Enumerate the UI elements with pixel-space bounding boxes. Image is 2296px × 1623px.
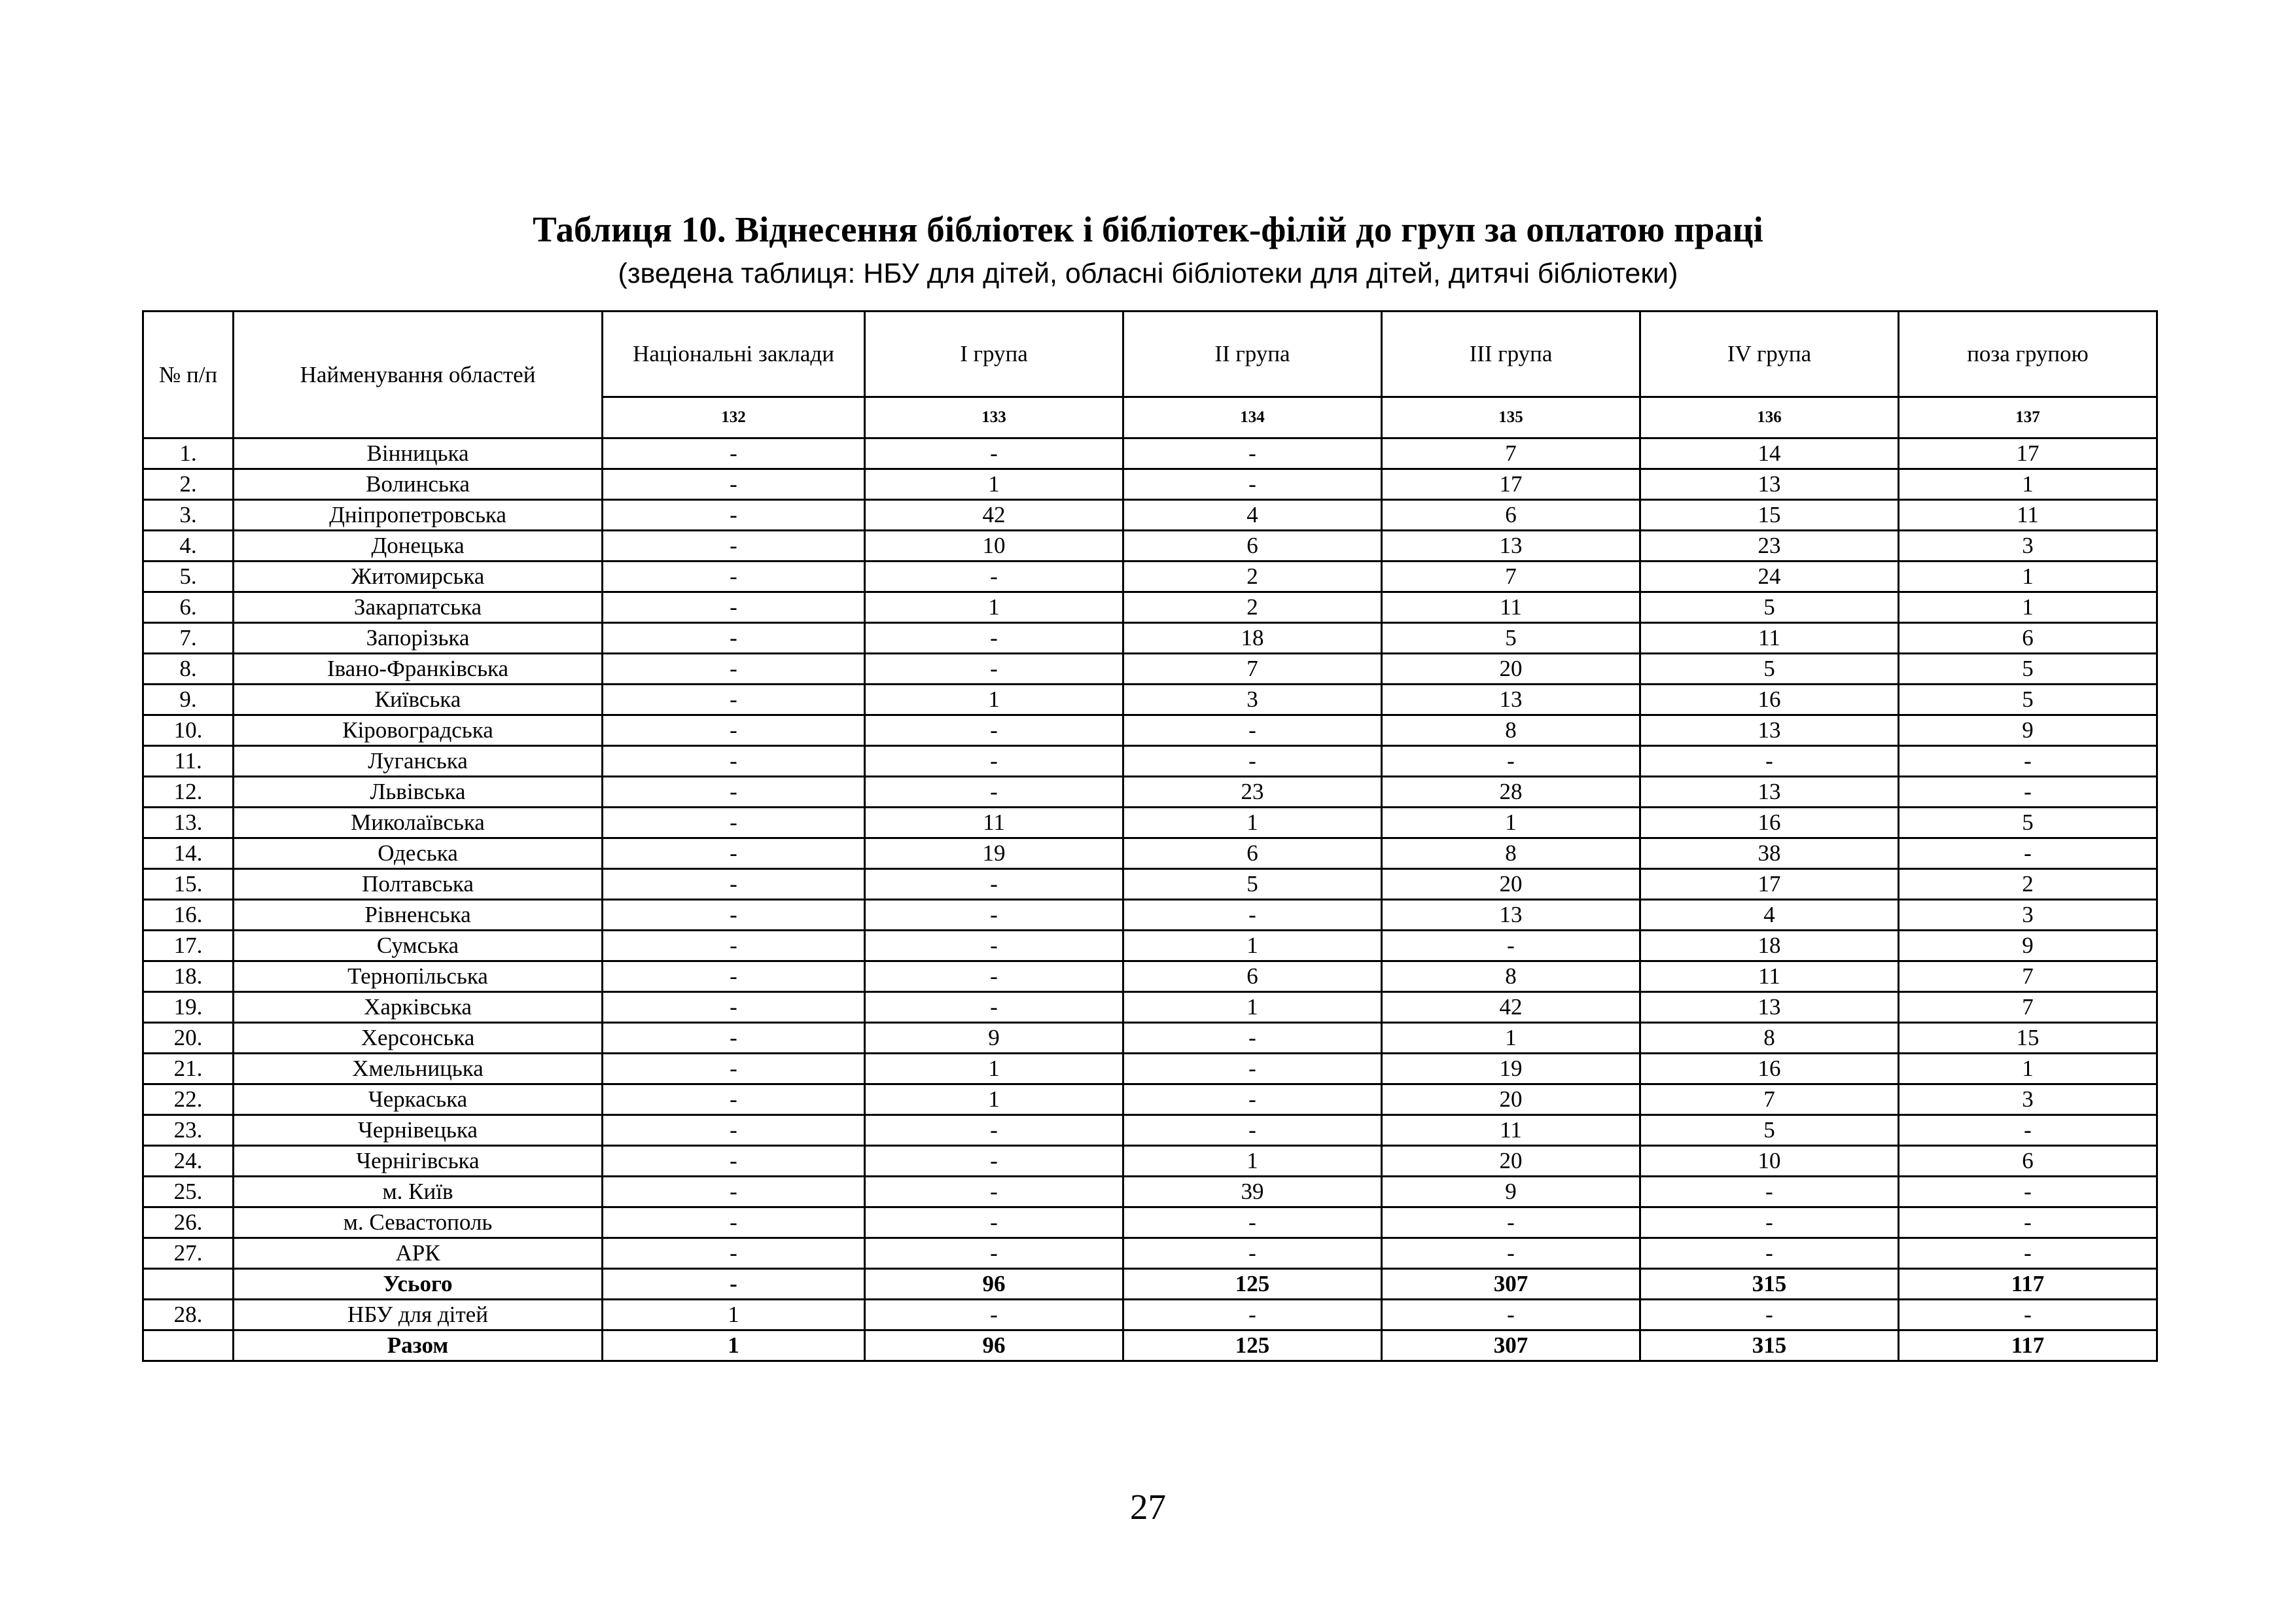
cell-value: 1 [603,1330,865,1361]
cell-value: - [1123,746,1382,777]
cell-value: 1 [865,685,1123,715]
cell-value: - [603,931,865,961]
cell-value: - [603,1269,865,1300]
table-row [143,1177,2157,1207]
region-name: Миколаївська [234,808,603,838]
row-number: 15. [143,869,234,900]
cell-value: 13 [1640,777,1899,808]
cell-value: - [603,592,865,623]
region-name: Полтавська [234,869,603,900]
region-name: Харківська [234,992,603,1023]
region-name: Херсонська [234,1023,603,1054]
cell-value: - [865,931,1123,961]
cell-value: 315 [1640,1330,1899,1361]
region-name: м. Севастополь [234,1207,603,1238]
cell-value: - [1899,838,2157,869]
cell-value: - [603,1238,865,1269]
cell-value: - [603,838,865,869]
region-name: Одеська [234,838,603,869]
table-row [143,869,2157,900]
cell-value: - [1123,1084,1382,1115]
row-number: 27. [143,1238,234,1269]
cell-value: - [1123,900,1382,931]
cell-value: - [603,715,865,746]
cell-value: 13 [1382,685,1640,715]
cell-value: - [603,1084,865,1115]
cell-value: 20 [1382,869,1640,900]
cell-value: 96 [865,1269,1123,1300]
col-code: 135 [1382,397,1640,438]
cell-value: - [865,1300,1123,1330]
region-name: Луганська [234,746,603,777]
cell-value: 307 [1382,1330,1640,1361]
cell-value: 13 [1382,531,1640,562]
page-title: Таблиця 10. Віднесення бібліотек і бібліотек-філій до груп за оплатою праці [533,209,1763,249]
table-row [143,1300,2157,1330]
table-row [143,808,2157,838]
cell-value: - [1123,1054,1382,1084]
cell-value: - [1123,469,1382,500]
col-code: 133 [865,397,1123,438]
col-code: 134 [1123,397,1382,438]
region-name: Житомирська [234,562,603,592]
region-name: Донецька [234,531,603,562]
region-name: Дніпропетровська [234,500,603,531]
cell-value: - [865,900,1123,931]
cell-value: - [1123,438,1382,469]
cell-value: - [603,685,865,715]
col-code: 132 [603,397,865,438]
cell-value: 2 [1899,869,2157,900]
cell-value: 3 [1899,900,2157,931]
cell-value: 15 [1640,500,1899,531]
cell-value: - [603,900,865,931]
cell-value: 8 [1382,715,1640,746]
cell-value: 9 [1899,715,2157,746]
cell-value: 2 [1123,562,1382,592]
row-number: 6. [143,592,234,623]
cell-value: 9 [1382,1177,1640,1207]
table-row [143,777,2157,808]
row-number: 20. [143,1023,234,1054]
cell-value: 315 [1640,1269,1899,1300]
row-number: 18. [143,961,234,992]
cell-value: 13 [1640,469,1899,500]
cell-value: - [1899,1207,2157,1238]
cell-value: 11 [1640,623,1899,654]
cell-value: 13 [1640,715,1899,746]
row-number: 23. [143,1115,234,1146]
table-row [143,654,2157,685]
cell-value: 3 [1899,531,2157,562]
cell-value: - [1382,746,1640,777]
cell-value: 7 [1640,1084,1899,1115]
data-table [142,310,2158,1362]
cell-value: - [1899,1115,2157,1146]
col-header-outside-group: поза групою [1899,312,2157,397]
cell-value: 2 [1123,592,1382,623]
cell-value: 6 [1123,961,1382,992]
cell-value: 17 [1899,438,2157,469]
cell-value: - [603,500,865,531]
cell-value: 5 [1899,685,2157,715]
cell-value: 16 [1640,685,1899,715]
region-name: Кіровоградська [234,715,603,746]
cell-value: 1 [865,469,1123,500]
cell-value: - [603,1207,865,1238]
cell-value: - [1123,715,1382,746]
table-row [143,438,2157,469]
cell-value: 23 [1640,531,1899,562]
region-name: Вінницька [234,438,603,469]
table-row [143,1207,2157,1238]
cell-value: 117 [1899,1330,2157,1361]
col-header-number: № п/п [143,312,234,438]
region-name: Тернопільська [234,961,603,992]
cell-value: - [603,469,865,500]
cell-value: - [1123,1115,1382,1146]
cell-value: 7 [1382,562,1640,592]
row-number: 9. [143,685,234,715]
cell-value: 125 [1123,1330,1382,1361]
cell-value: 11 [1382,592,1640,623]
row-number: 24. [143,1146,234,1177]
cell-value: 11 [865,808,1123,838]
row-number: 14. [143,838,234,869]
cell-value: 17 [1640,869,1899,900]
cell-value: 96 [865,1330,1123,1361]
table-row [143,838,2157,869]
cell-value: - [1899,1177,2157,1207]
cell-value: 1 [1123,808,1382,838]
cell-value: 10 [1640,1146,1899,1177]
cell-value: 19 [1382,1054,1640,1084]
cell-value: - [603,1023,865,1054]
cell-value: - [603,746,865,777]
cell-value: - [865,746,1123,777]
table-row [143,1054,2157,1084]
cell-value: 24 [1640,562,1899,592]
cell-value: 15 [1899,1023,2157,1054]
cell-value: - [865,1115,1123,1146]
region-name: АРК [234,1238,603,1269]
cell-value: - [865,777,1123,808]
table-row [143,1084,2157,1115]
row-number [143,1269,234,1300]
region-name: Хмельницька [234,1054,603,1084]
col-header-group-1: І група [865,312,1123,397]
col-header-region: Найменування областей [234,312,603,438]
col-code: 136 [1640,397,1899,438]
cell-value: - [865,1238,1123,1269]
table-row [143,1115,2157,1146]
row-number: 2. [143,469,234,500]
cell-value: 8 [1640,1023,1899,1054]
cell-value: 1 [1382,808,1640,838]
region-name: Рівненська [234,900,603,931]
table-row [143,685,2157,715]
cell-value: 307 [1382,1269,1640,1300]
row-number: 25. [143,1177,234,1207]
row-number: 3. [143,500,234,531]
cell-value: 1 [865,592,1123,623]
region-name: Волинська [234,469,603,500]
cell-value: 1 [1123,931,1382,961]
cell-value: 39 [1123,1177,1382,1207]
row-number: 5. [143,562,234,592]
table-row [143,931,2157,961]
row-number: 8. [143,654,234,685]
cell-value: - [1382,931,1640,961]
row-number: 26. [143,1207,234,1238]
cell-value: 5 [1640,654,1899,685]
region-name: Київська [234,685,603,715]
cell-value: 4 [1640,900,1899,931]
cell-value: 1 [1899,562,2157,592]
cell-value: 1 [1899,469,2157,500]
table-row [143,900,2157,931]
cell-value: 13 [1382,900,1640,931]
table-body [143,438,2157,1361]
cell-value: 6 [1123,838,1382,869]
row-number: 13. [143,808,234,838]
table-row [143,592,2157,623]
col-header-national: Національні заклади [603,312,865,397]
row-number: 10. [143,715,234,746]
cell-value: - [865,623,1123,654]
cell-value: 17 [1382,469,1640,500]
table-row [143,562,2157,592]
header-row [143,312,2157,397]
cell-value: - [865,1146,1123,1177]
cell-value: - [1382,1238,1640,1269]
cell-value: - [1899,1300,2157,1330]
row-number: 16. [143,900,234,931]
cell-value: - [865,438,1123,469]
cell-value: - [603,961,865,992]
row-number: 28. [143,1300,234,1330]
table-row [143,531,2157,562]
cell-value: 11 [1899,500,2157,531]
cell-value: - [1123,1207,1382,1238]
cell-value: - [603,531,865,562]
cell-value: 19 [865,838,1123,869]
cell-value: 9 [865,1023,1123,1054]
cell-value: 11 [1640,961,1899,992]
cell-value: 9 [1899,931,2157,961]
region-name: Разом [234,1330,603,1361]
cell-value: 6 [1123,531,1382,562]
cell-value: 5 [1899,654,2157,685]
cell-value: - [1899,777,2157,808]
cell-value: - [865,869,1123,900]
table-row [143,1023,2157,1054]
cell-value: - [865,992,1123,1023]
cell-value: - [865,562,1123,592]
region-name: Черкаська [234,1084,603,1115]
cell-value: 18 [1123,623,1382,654]
cell-value: 5 [1640,592,1899,623]
region-name: Львівська [234,777,603,808]
cell-value: 16 [1640,808,1899,838]
cell-value: - [865,1207,1123,1238]
cell-value: 11 [1382,1115,1640,1146]
cell-value: 3 [1899,1084,2157,1115]
cell-value: 20 [1382,1084,1640,1115]
table-row [143,1146,2157,1177]
cell-value: - [1640,1300,1899,1330]
cell-value: 42 [865,500,1123,531]
cell-value: 117 [1899,1269,2157,1300]
table-row [143,623,2157,654]
table-row [143,746,2157,777]
cell-value: 7 [1899,961,2157,992]
cell-value: 1 [865,1054,1123,1084]
region-name: Усього [234,1269,603,1300]
row-number: 12. [143,777,234,808]
region-name: Чернігівська [234,1146,603,1177]
cell-value: 7 [1899,992,2157,1023]
cell-value: - [1123,1300,1382,1330]
row-number: 7. [143,623,234,654]
cell-value: 5 [1382,623,1640,654]
cell-value: 1 [1123,992,1382,1023]
cell-value: 18 [1640,931,1899,961]
cell-value: - [603,654,865,685]
cell-value: 10 [865,531,1123,562]
cell-value: 16 [1640,1054,1899,1084]
cell-value: 1 [1899,1054,2157,1084]
region-name: Чернівецька [234,1115,603,1146]
page-subtitle: (зведена таблиця: НБУ для дітей, обласні бібліотеки для дітей, дитячі бібліотеки) [618,258,1678,289]
cell-value: - [603,992,865,1023]
row-number: 22. [143,1084,234,1115]
cell-value: - [1123,1238,1382,1269]
total-row [143,1269,2157,1300]
cell-value: 1 [1123,1146,1382,1177]
cell-value: - [865,715,1123,746]
col-code: 137 [1899,397,2157,438]
page-number: 27 [1130,1487,1166,1527]
cell-value: - [865,961,1123,992]
cell-value: 38 [1640,838,1899,869]
cell-value: 13 [1640,992,1899,1023]
region-name: НБУ для дітей [234,1300,603,1330]
cell-value: 1 [1382,1023,1640,1054]
region-name: Запорізька [234,623,603,654]
cell-value: - [603,438,865,469]
cell-value: 3 [1123,685,1382,715]
cell-value: 1 [865,1084,1123,1115]
cell-value: 5 [1640,1115,1899,1146]
cell-value: - [603,562,865,592]
col-header-group-3: ІІІ група [1382,312,1640,397]
cell-value: - [603,777,865,808]
col-header-group-4: ІV група [1640,312,1899,397]
cell-value: - [1899,746,2157,777]
cell-value: - [865,654,1123,685]
cell-value: 4 [1123,500,1382,531]
table-row [143,1238,2157,1269]
cell-value: - [1640,746,1899,777]
row-number: 17. [143,931,234,961]
cell-value: - [603,808,865,838]
row-number [143,1330,234,1361]
region-name: Закарпатська [234,592,603,623]
cell-value: - [603,1115,865,1146]
cell-value: 8 [1382,961,1640,992]
cell-value: - [1640,1177,1899,1207]
cell-value: 8 [1382,838,1640,869]
table-row [143,469,2157,500]
cell-value: - [603,869,865,900]
table-row [143,715,2157,746]
cell-value: - [1640,1207,1899,1238]
cell-value: - [1382,1207,1640,1238]
cell-value: 7 [1123,654,1382,685]
cell-value: 7 [1382,438,1640,469]
row-number: 4. [143,531,234,562]
row-number: 1. [143,438,234,469]
cell-value: - [603,1146,865,1177]
cell-value: 20 [1382,1146,1640,1177]
cell-value: 1 [603,1300,865,1330]
row-number: 21. [143,1054,234,1084]
cell-value: 6 [1382,500,1640,531]
table-row [143,992,2157,1023]
region-name: Івано-Франківська [234,654,603,685]
cell-value: - [603,623,865,654]
cell-value: - [1899,1238,2157,1269]
cell-value: - [865,1177,1123,1207]
cell-value: - [1123,1023,1382,1054]
row-number: 19. [143,992,234,1023]
region-name: м. Київ [234,1177,603,1207]
cell-value: 5 [1899,808,2157,838]
cell-value: 28 [1382,777,1640,808]
cell-value: 23 [1123,777,1382,808]
cell-value: 6 [1899,1146,2157,1177]
cell-value: - [1382,1300,1640,1330]
cell-value: 14 [1640,438,1899,469]
cell-value: 42 [1382,992,1640,1023]
total-row [143,1330,2157,1361]
cell-value: 125 [1123,1269,1382,1300]
table-row [143,500,2157,531]
col-header-group-2: ІІ група [1123,312,1382,397]
cell-value: 5 [1123,869,1382,900]
cell-value: 6 [1899,623,2157,654]
cell-value: - [603,1054,865,1084]
table-row [143,961,2157,992]
cell-value: - [1640,1238,1899,1269]
region-name: Сумська [234,931,603,961]
cell-value: 20 [1382,654,1640,685]
row-number: 11. [143,746,234,777]
cell-value: - [603,1177,865,1207]
cell-value: 1 [1899,592,2157,623]
